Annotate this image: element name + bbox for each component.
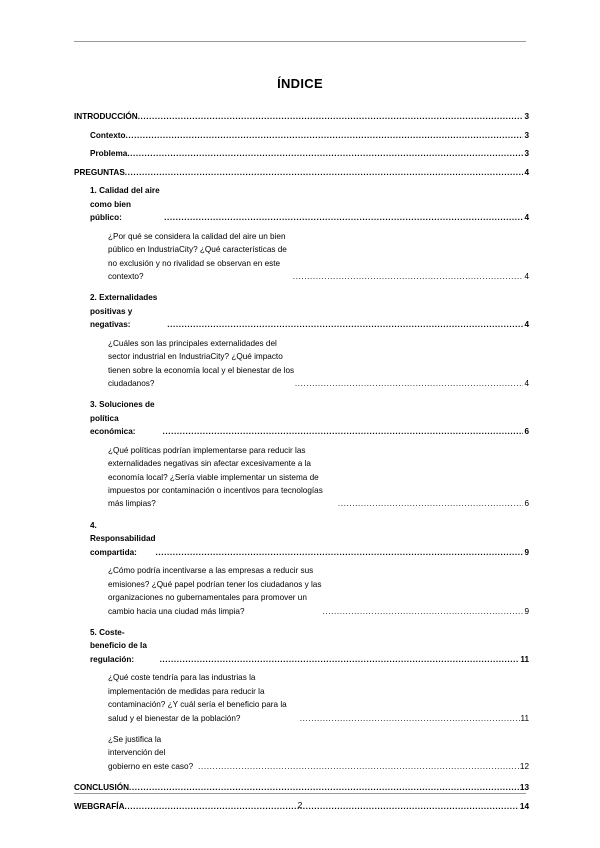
- leader-dots: [167, 318, 523, 331]
- page-number: 2: [297, 800, 303, 810]
- toc-entry-problema[interactable]: [74, 147, 529, 160]
- toc-entry-text: 5. Coste-beneficio de la regulación:: [90, 626, 160, 666]
- leader-dots: [125, 129, 523, 142]
- toc-entry-question-4[interactable]: [74, 564, 529, 618]
- toc-entry-page: 13: [519, 783, 529, 793]
- toc-entry-page: 6: [524, 427, 529, 437]
- toc-entry-page: 4: [524, 213, 529, 223]
- table-of-contents: [74, 110, 529, 818]
- toc-entry-page: 6: [524, 499, 529, 509]
- toc-entry-page: 4: [524, 320, 529, 330]
- toc-entry-text: 2. Externalidades positivas y negativas:: [90, 291, 167, 331]
- footer-rule: [74, 793, 526, 794]
- header-rule: [74, 41, 526, 42]
- toc-entry-page: 12: [519, 761, 529, 771]
- toc-entry-section-4[interactable]: [74, 519, 529, 559]
- toc-entry-text: Problema: [90, 147, 127, 160]
- leader-dots: [127, 147, 523, 160]
- toc-entry-text: INTRODUCCIÓN: [74, 110, 138, 123]
- toc-entry-question-3[interactable]: [74, 444, 529, 511]
- toc-entry-page: 4: [524, 167, 529, 177]
- toc-entry-page: 4: [524, 379, 529, 389]
- leader-dots: [164, 211, 523, 224]
- toc-entry-question-5a[interactable]: [74, 671, 529, 725]
- leader-dots: [338, 497, 524, 510]
- leader-dots: [160, 653, 520, 666]
- toc-entry-text: CONCLUSIÓN: [74, 781, 129, 794]
- toc-entry-text: 1. Calidad del aire como bien público:: [90, 184, 164, 224]
- toc-entry-introduccion[interactable]: [74, 110, 529, 123]
- toc-entry-question-1[interactable]: [74, 230, 529, 284]
- toc-entry-text: WEBGRAFÍA: [74, 800, 124, 813]
- leader-dots: [293, 270, 524, 283]
- toc-entry-text: Contexto: [90, 129, 125, 142]
- toc-entry-preguntas[interactable]: [74, 166, 529, 179]
- page-title: ÍNDICE: [277, 76, 323, 91]
- leader-dots: [295, 377, 524, 390]
- toc-entry-page: 4: [524, 272, 529, 281]
- toc-entry-page: 9: [524, 606, 529, 616]
- toc-entry-page: 3: [524, 112, 529, 121]
- toc-entry-text: PREGUNTAS: [74, 166, 125, 179]
- toc-entry-page: 3: [524, 130, 529, 140]
- toc-entry-section-3[interactable]: [74, 398, 529, 438]
- toc-entry-section-1[interactable]: [74, 184, 529, 224]
- leader-dots: [163, 425, 524, 438]
- toc-entry-text: 3. Soluciones de política económica:: [90, 398, 163, 438]
- leader-dots: [322, 605, 523, 618]
- toc-entry-page: 3: [524, 149, 529, 159]
- toc-entry-question-5b[interactable]: [74, 733, 529, 773]
- toc-entry-contexto[interactable]: [74, 129, 529, 142]
- toc-entry-page: 11: [520, 713, 529, 723]
- toc-entry-text: 4. Responsabilidad compartida:: [90, 519, 156, 559]
- leader-dots: [125, 166, 524, 179]
- toc-entry-page: 14: [519, 801, 529, 811]
- toc-entry-text: ¿Qué coste tendría para las industrias la implementación de medidas para reducir la contaminación? ¿Y cuál sería el beneficio para la salud y el bienestar de la población?: [108, 671, 300, 725]
- toc-entry-text: ¿Cuáles son las principales externalidades del sector industrial en IndustriaCity? ¿Qué impacto tienen sobre la economía local y el bienestar de los ciudadanos?: [108, 337, 295, 391]
- leader-dots: [156, 546, 524, 559]
- toc-entry-text: ¿Qué políticas podrían implementarse para reducir las externalidades negativas sin afectar excesivamente a la economía local? ¿Sería viable implementar un sistema de impuestos por contaminación o incentivos para tecnologías más limpias?: [108, 444, 338, 511]
- leader-dots: [198, 760, 519, 773]
- toc-entry-text: ¿Cómo podría incentivarse a las empresas a reducir sus emisiones? ¿Qué papel podrían tener los ciudadanos y las organizaciones no gubernamentales para promover un cambio hacia una ciudad más limpia?: [108, 564, 322, 618]
- leader-dots: [138, 110, 524, 123]
- toc-entry-page: 11: [520, 654, 529, 664]
- toc-entry-section-5[interactable]: [74, 626, 529, 666]
- toc-entry-section-2[interactable]: [74, 291, 529, 331]
- toc-entry-question-2[interactable]: [74, 337, 529, 391]
- toc-entry-text: ¿Por qué se considera la calidad del aire un bien público en IndustriaCity? ¿Qué características de no exclusión y no rivalidad se observan en este contexto?: [108, 230, 293, 284]
- leader-dots: [300, 712, 520, 725]
- toc-entry-text: ¿Se justifica la intervención del gobierno en este caso?: [108, 733, 198, 773]
- toc-entry-page: 9: [524, 547, 529, 557]
